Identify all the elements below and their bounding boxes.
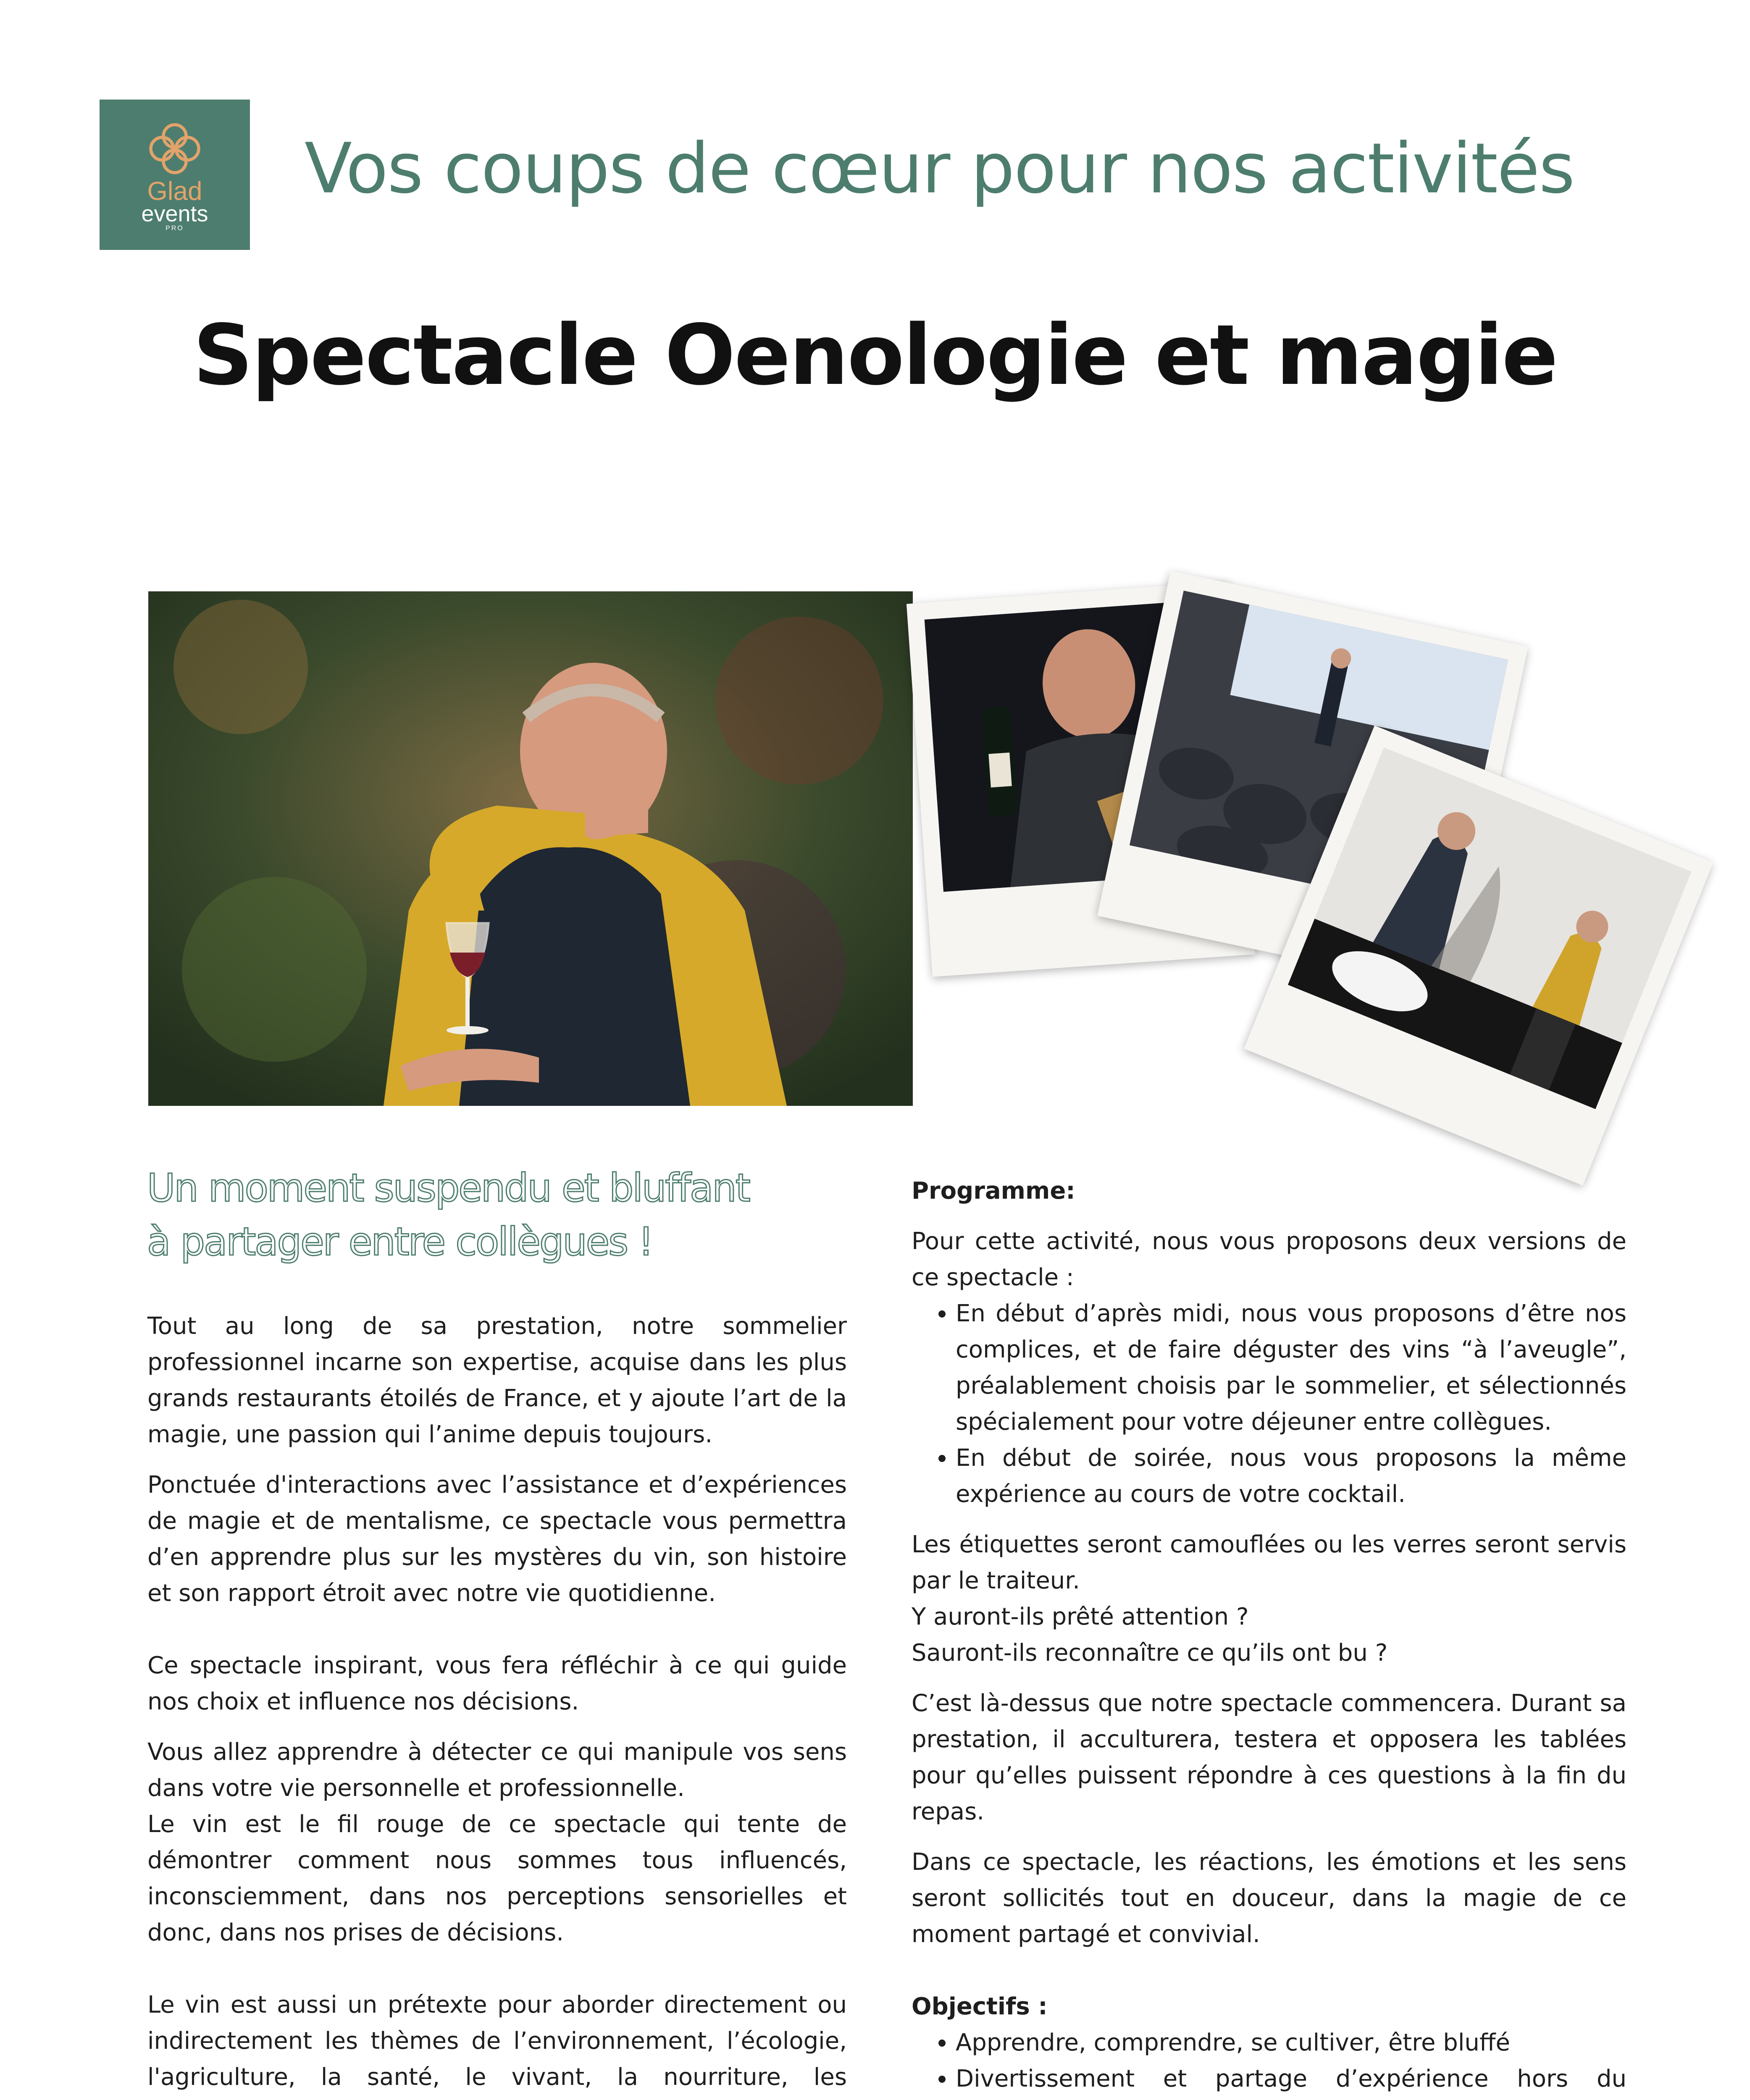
objectif-item: • Apprendre, comprendre, se cultiver, être bluffé: [956, 2025, 1627, 2061]
right-column-text: [912, 1173, 1627, 2100]
etiquettes-line-3: Sauront-ils reconnaître ce qu’ils ont bu ?: [912, 1639, 1388, 1667]
etiquettes-line-1: Les étiquettes seront camouflées ou les verres seront servis par le traiteur.: [912, 1531, 1627, 1594]
logo-text-pro: PRO: [166, 225, 184, 232]
left-column-text: [147, 1308, 847, 2100]
paragraph-detecter: Vous allez apprendre à détecter ce qui manipule vos sens dans votre vie personnelle et professionnelle.: [147, 1738, 847, 1802]
stage-performance-image: [1288, 747, 1692, 1109]
etiquettes-line-2: Y auront-ils prêté attention ?: [912, 1603, 1249, 1630]
programme-item: • En début d’après midi, nous vous proposons d’être nos complices, et de faire déguster des vins “à l’aveugle”, préalablement choisis par le sommelier, et sélectionnés spécialement pour votre déjeuner entre collègues.: [956, 1296, 1627, 1440]
objectifs-heading: Objectifs :: [912, 1993, 1048, 2020]
logo-text-events: events: [141, 201, 208, 226]
paragraph-pretexte: Le vin est aussi un prétexte pour aborder directement ou indirectement les thèmes de l’environnement, l’écologie, l'agriculture, la santé, le vivant, la nourriture, les: [147, 1991, 847, 2091]
main-photo-sommelier: [148, 591, 913, 1106]
page-title: Spectacle Oenologie et magie: [193, 307, 1557, 404]
subtitle-line-2: à partager entre collègues !: [147, 1219, 653, 1264]
paragraph-interactions: Ponctuée d'interactions avec l’assistance et d’expériences de magie et de mentalisme, ce spectacle vous permettra d’en apprendre plus sur les mystères du vin, son histoire et son rapport étroit avec notre vie quotidienne.: [147, 1471, 847, 1607]
paragraph-la-dessus: C’est là-dessus que notre spectacle commencera. Durant sa prestation, il acculturera, testera et opposera les tablées pour qu’elles puissent répondre à ces questions à la fin du repas.: [912, 1690, 1627, 1825]
programme-heading: Programme:: [912, 1177, 1075, 1205]
subtitle-tagline: [147, 1161, 861, 1269]
objectif-item: • Divertissement et partage d’expérience hors du: [956, 2061, 1627, 2100]
paragraph-etiquettes: [912, 1527, 1627, 1671]
paragraph-intro: Tout au long de sa prestation, notre sommelier professionnel incarne son expertise, acquise dans les plus grands restaurants étoilés de France, et y ajoute l’art de la magie, une passion qui l’anime depuis toujours.: [147, 1312, 847, 1448]
glad-events-logo: [100, 100, 250, 250]
paragraph-inspirant: Ce spectacle inspirant, vous fera réfléchir à ce qui guide nos choix et influence nos décisions.: [147, 1652, 847, 1715]
paragraph-fil-rouge: Le vin est le fil rouge de ce spectacle qui tente de démontrer comment nous sommes tous influencés, inconsciemment, dans nos perceptions sensorielles et donc, dans nos prises de décisions.: [147, 1811, 847, 1946]
sommelier-magician-image: [148, 591, 913, 1106]
flower-icon: [143, 117, 206, 180]
header-title: Vos coups de cœur pour nos activités: [305, 128, 1574, 209]
logo-text-glad: Glad: [147, 177, 202, 206]
programme-intro: Pour cette activité, nous vous proposons deux versions de ce spectacle :: [912, 1228, 1627, 1291]
paragraph-reactions: Dans ce spectacle, les réactions, les émotions et les sens seront sollicités tout en douceur, dans la magie de ce moment partagé et convivial.: [912, 1848, 1627, 1948]
subtitle-line-1: Un moment suspendu et bluffant: [147, 1166, 749, 1210]
programme-list: [912, 1296, 1627, 1512]
programme-item: • En début de soirée, nous vous proposons la même expérience au cours de votre cocktail.: [956, 1440, 1627, 1512]
objectifs-list: [912, 2025, 1627, 2100]
